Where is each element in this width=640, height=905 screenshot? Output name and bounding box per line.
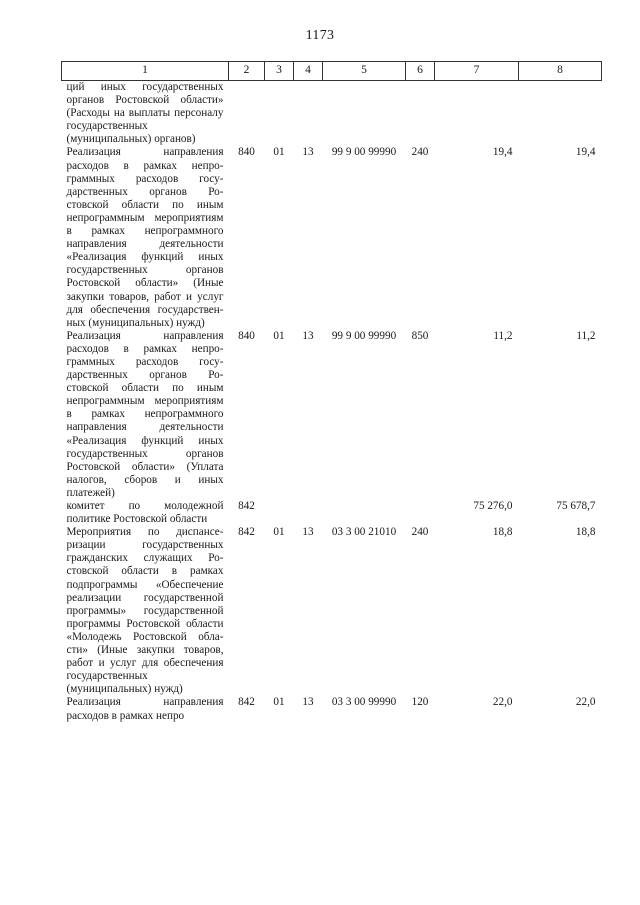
expense-name: Мероприятия по диспансеризации государственных гражданских служащих Ростовской области в рамках подпрограммы «Обеспечение реализации государственной программы» государственной программы Ростовской области «Молодежь Ростовской области» (Иные закупки товаров, работ и услуг для обеспечения государственных (муниципальных) нужд) xyxy=(66,526,224,696)
budget-table xyxy=(61,61,602,723)
ministry-code: 842 xyxy=(238,696,255,709)
target-article-code xyxy=(323,500,406,526)
header-col-7: 7 xyxy=(435,62,519,81)
expense-type-code: 240 xyxy=(411,526,429,539)
amount-year-2: 22,0 xyxy=(575,696,596,709)
amount-year-1: 75 276,0 xyxy=(473,500,513,512)
ministry-code: 842 xyxy=(238,526,255,539)
expense-name: Реализация направления расходов в рамках непрограммных расходов государственных органов Ростовской области по иным непрограммным мероприятиям в рамках непрограммного направления деятельности «Реализация функций иных государственных органов Ростовской области» (Уплата налогов, сборов и иных платежей) xyxy=(66,329,224,499)
header-col-3: 3 xyxy=(265,62,294,81)
subsection-code: 13 xyxy=(302,146,314,159)
subsection-code xyxy=(294,81,323,147)
header-col-5: 5 xyxy=(323,62,406,81)
table-row xyxy=(62,500,602,526)
table-row xyxy=(62,696,602,722)
amount-year-2 xyxy=(519,81,602,147)
amount-year-1: 18,8 xyxy=(492,526,513,539)
expense-type-code: 850 xyxy=(411,329,429,342)
header-col-1: 1 xyxy=(62,62,229,81)
header-col-4: 4 xyxy=(294,62,323,81)
subsection-code xyxy=(294,500,323,526)
table-row xyxy=(62,81,602,147)
ministry-code xyxy=(229,81,265,147)
header-col-6: 6 xyxy=(406,62,435,81)
table-row xyxy=(62,146,602,329)
table-row xyxy=(62,526,602,696)
amount-year-1 xyxy=(435,81,519,147)
expense-name: Реализация направления расходов в рамках непрограммных расходов государственных органов Ростовской области по иным непрограммным мероприятиям в рамках непрограммного направления деятельности «Реализация функций иных государственных органов Ростовской области» (Иные закупки товаров, работ и услуг для обеспечения государственных (муниципальных) нужд) xyxy=(66,146,224,329)
target-article-code: 99 9 00 99990 xyxy=(331,329,397,342)
header-col-2: 2 xyxy=(229,62,265,81)
expense-name: ций иных государственных органов Ростовской области» (Расходы на выплаты персоналу государственных (муниципальных) органов) xyxy=(66,81,224,146)
table-header-row xyxy=(62,62,602,81)
amount-year-2: 19,4 xyxy=(575,146,596,159)
target-article-code: 99 9 00 99990 xyxy=(331,146,397,159)
subsection-code: 13 xyxy=(302,696,314,709)
target-article-code xyxy=(323,81,406,147)
section-code xyxy=(265,81,294,147)
page-number: 1173 xyxy=(305,28,335,43)
amount-year-1: 22,0 xyxy=(492,696,513,709)
expense-type-code: 120 xyxy=(411,696,429,709)
expense-name: Реализация направления расходов в рамках непро xyxy=(66,696,224,722)
target-article-code: 03 3 00 21010 xyxy=(331,526,397,539)
amount-year-2: 18,8 xyxy=(575,526,596,539)
expense-type-code xyxy=(406,81,435,147)
subsection-code: 13 xyxy=(302,526,314,539)
ministry-code: 840 xyxy=(238,329,255,342)
subsection-code: 13 xyxy=(302,329,314,342)
target-article-code: 03 3 00 99990 xyxy=(331,696,397,709)
ministry-code: 842 xyxy=(238,500,255,512)
section-code: 01 xyxy=(273,329,285,342)
section-code: 01 xyxy=(273,696,285,709)
expense-type-code: 240 xyxy=(411,146,429,159)
ministry-code: 840 xyxy=(238,146,255,159)
table-row xyxy=(62,330,602,500)
section-code: 01 xyxy=(273,526,285,539)
section-code xyxy=(265,500,294,526)
section-code: 01 xyxy=(273,146,285,159)
header-col-8: 8 xyxy=(519,62,602,81)
amount-year-1: 19,4 xyxy=(492,146,513,159)
amount-year-1: 11,2 xyxy=(493,329,513,342)
expense-type-code xyxy=(406,500,435,526)
amount-year-2: 75 678,7 xyxy=(556,500,596,512)
amount-year-2: 11,2 xyxy=(576,329,596,342)
expense-name: комитет по молодежной политике Ростовской области xyxy=(66,500,224,526)
